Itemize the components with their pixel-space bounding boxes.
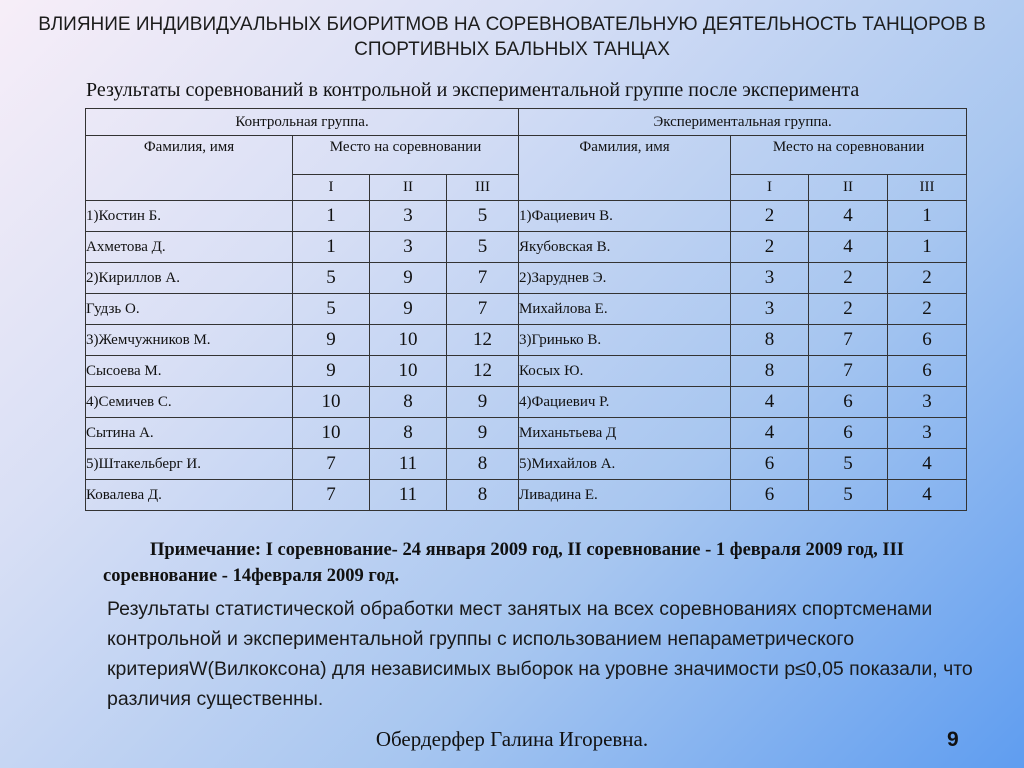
control-place-1-cell: 1 <box>293 201 370 232</box>
control-competition-3-header: III <box>447 175 519 201</box>
experimental-place-header: Место на соревновании <box>731 136 967 175</box>
control-place-2-cell: 8 <box>370 418 447 449</box>
table-row <box>86 480 967 511</box>
control-place-3-cell: 5 <box>447 201 519 232</box>
control-place-2-cell: 3 <box>370 201 447 232</box>
control-place-1-cell: 10 <box>293 418 370 449</box>
statistical-conclusion: Результаты статистической обработки мест занятых на всех соревнованиях спортсменами контрольной и экспериментальной группы с использованием непараметрического критерияW(Вилкоксона) для независимых выборок на уровне значимости р≤0,05 показали, что различия существенны. <box>107 598 973 710</box>
experimental-name-cell: Миханьтьева Д <box>519 418 731 449</box>
experimental-place-1-cell: 4 <box>731 418 809 449</box>
experimental-place-3-cell: 1 <box>888 201 967 232</box>
experimental-place-2-cell: 4 <box>809 201 888 232</box>
table-row <box>86 418 967 449</box>
table-row <box>86 387 967 418</box>
control-name-cell: Ковалева Д. <box>86 480 293 511</box>
author-name: Обердерфер Галина Игоревна. <box>375 727 649 751</box>
experimental-place-3-cell: 3 <box>888 387 967 418</box>
control-place-3-cell: 9 <box>447 387 519 418</box>
control-place-2-cell: 8 <box>370 387 447 418</box>
table-row <box>86 232 967 263</box>
experimental-competition-2-header: II <box>809 175 888 201</box>
experimental-name-cell: 3)Гринько В. <box>519 325 731 356</box>
table-row <box>86 201 967 232</box>
experimental-name-cell: Михайлова Е. <box>519 294 731 325</box>
control-place-3-cell: 8 <box>447 480 519 511</box>
control-name-cell: Гудзь О. <box>86 294 293 325</box>
control-competition-1-header: I <box>293 175 370 201</box>
experimental-place-1-cell: 8 <box>731 325 809 356</box>
experimental-place-2-cell: 7 <box>809 325 888 356</box>
experimental-name-header: Фамилия, имя <box>519 136 731 201</box>
results-table <box>85 108 967 511</box>
experimental-name-cell: 4)Фациевич Р. <box>519 387 731 418</box>
experimental-place-3-cell: 6 <box>888 325 967 356</box>
control-place-3-cell: 12 <box>447 356 519 387</box>
control-place-1-cell: 5 <box>293 263 370 294</box>
control-place-2-cell: 11 <box>370 480 447 511</box>
experimental-name-cell: 2)Заруднев Э. <box>519 263 731 294</box>
experimental-place-3-cell: 2 <box>888 263 967 294</box>
slide-title: ВЛИЯНИЕ ИНДИВИДУАЛЬНЫХ БИОРИТМОВ НА СОРЕВНОВАТЕЛЬНУЮ ДЕЯТЕЛЬНОСТЬ ТАНЦОРОВ В СПОРТИВНЫХ БАЛЬНЫХ ТАНЦАХ <box>38 14 986 60</box>
control-place-3-cell: 7 <box>447 294 519 325</box>
control-place-1-cell: 1 <box>293 232 370 263</box>
experimental-place-1-cell: 4 <box>731 387 809 418</box>
control-competition-2-header: II <box>370 175 447 201</box>
experimental-place-2-cell: 6 <box>809 387 888 418</box>
experimental-place-3-cell: 4 <box>888 449 967 480</box>
experimental-place-1-cell: 3 <box>731 263 809 294</box>
experimental-place-2-cell: 6 <box>809 418 888 449</box>
control-name-cell: Ахметова Д. <box>86 232 293 263</box>
experimental-name-cell: Косых Ю. <box>519 356 731 387</box>
control-place-2-cell: 10 <box>370 325 447 356</box>
experimental-name-cell: Ливадина Е. <box>519 480 731 511</box>
experimental-name-cell: 5)Михайлов А. <box>519 449 731 480</box>
competition-dates-note: Примечание: I соревнование- 24 января 2009 год, II соревнование - 1 февраля 2009 год, III соревнование - 14февраля 2009 год. <box>103 540 905 586</box>
control-name-header: Фамилия, имя <box>86 136 293 201</box>
control-name-cell: 5)Штакельберг И. <box>86 449 293 480</box>
control-place-2-cell: 11 <box>370 449 447 480</box>
control-name-cell: Сысоева М. <box>86 356 293 387</box>
table-row <box>86 294 967 325</box>
table-caption: Результаты соревнований в контрольной и экспериментальной группе после эксперимента <box>86 79 860 101</box>
experimental-place-3-cell: 6 <box>888 356 967 387</box>
control-place-3-cell: 12 <box>447 325 519 356</box>
experimental-place-3-cell: 1 <box>888 232 967 263</box>
control-place-header: Место на соревновании <box>293 136 519 175</box>
results-table-body <box>86 201 967 511</box>
control-name-cell: Сытина А. <box>86 418 293 449</box>
experimental-place-1-cell: 2 <box>731 201 809 232</box>
control-place-1-cell: 5 <box>293 294 370 325</box>
experimental-place-1-cell: 6 <box>731 480 809 511</box>
control-place-1-cell: 9 <box>293 356 370 387</box>
experimental-name-cell: 1)Фациевич В. <box>519 201 731 232</box>
control-place-1-cell: 7 <box>293 480 370 511</box>
table-row <box>86 325 967 356</box>
control-place-2-cell: 9 <box>370 294 447 325</box>
experimental-place-1-cell: 2 <box>731 232 809 263</box>
experimental-place-2-cell: 2 <box>809 263 888 294</box>
table-row <box>86 356 967 387</box>
experimental-place-1-cell: 3 <box>731 294 809 325</box>
experimental-competition-3-header: III <box>888 175 967 201</box>
experimental-place-2-cell: 7 <box>809 356 888 387</box>
control-place-2-cell: 10 <box>370 356 447 387</box>
experimental-group-header: Экспериментальная группа. <box>519 109 967 136</box>
table-row <box>86 263 967 294</box>
control-place-1-cell: 10 <box>293 387 370 418</box>
control-place-1-cell: 7 <box>293 449 370 480</box>
experimental-place-2-cell: 2 <box>809 294 888 325</box>
control-place-3-cell: 9 <box>447 418 519 449</box>
control-place-2-cell: 9 <box>370 263 447 294</box>
control-name-cell: 1)Костин Б. <box>86 201 293 232</box>
control-place-3-cell: 8 <box>447 449 519 480</box>
control-name-cell: 4)Семичев С. <box>86 387 293 418</box>
experimental-place-1-cell: 8 <box>731 356 809 387</box>
experimental-place-3-cell: 3 <box>888 418 967 449</box>
control-place-3-cell: 5 <box>447 232 519 263</box>
control-name-cell: 2)Кириллов А. <box>86 263 293 294</box>
experimental-place-2-cell: 4 <box>809 232 888 263</box>
control-place-3-cell: 7 <box>447 263 519 294</box>
experimental-place-3-cell: 4 <box>888 480 967 511</box>
experimental-name-cell: Якубовская В. <box>519 232 731 263</box>
experimental-place-2-cell: 5 <box>809 480 888 511</box>
control-place-2-cell: 3 <box>370 232 447 263</box>
control-group-header: Контрольная группа. <box>86 109 519 136</box>
control-name-cell: 3)Жемчужников М. <box>86 325 293 356</box>
control-place-1-cell: 9 <box>293 325 370 356</box>
experimental-place-3-cell: 2 <box>888 294 967 325</box>
page-number: 9 <box>947 728 959 751</box>
experimental-competition-1-header: I <box>731 175 809 201</box>
experimental-place-1-cell: 6 <box>731 449 809 480</box>
experimental-place-2-cell: 5 <box>809 449 888 480</box>
table-row <box>86 449 967 480</box>
